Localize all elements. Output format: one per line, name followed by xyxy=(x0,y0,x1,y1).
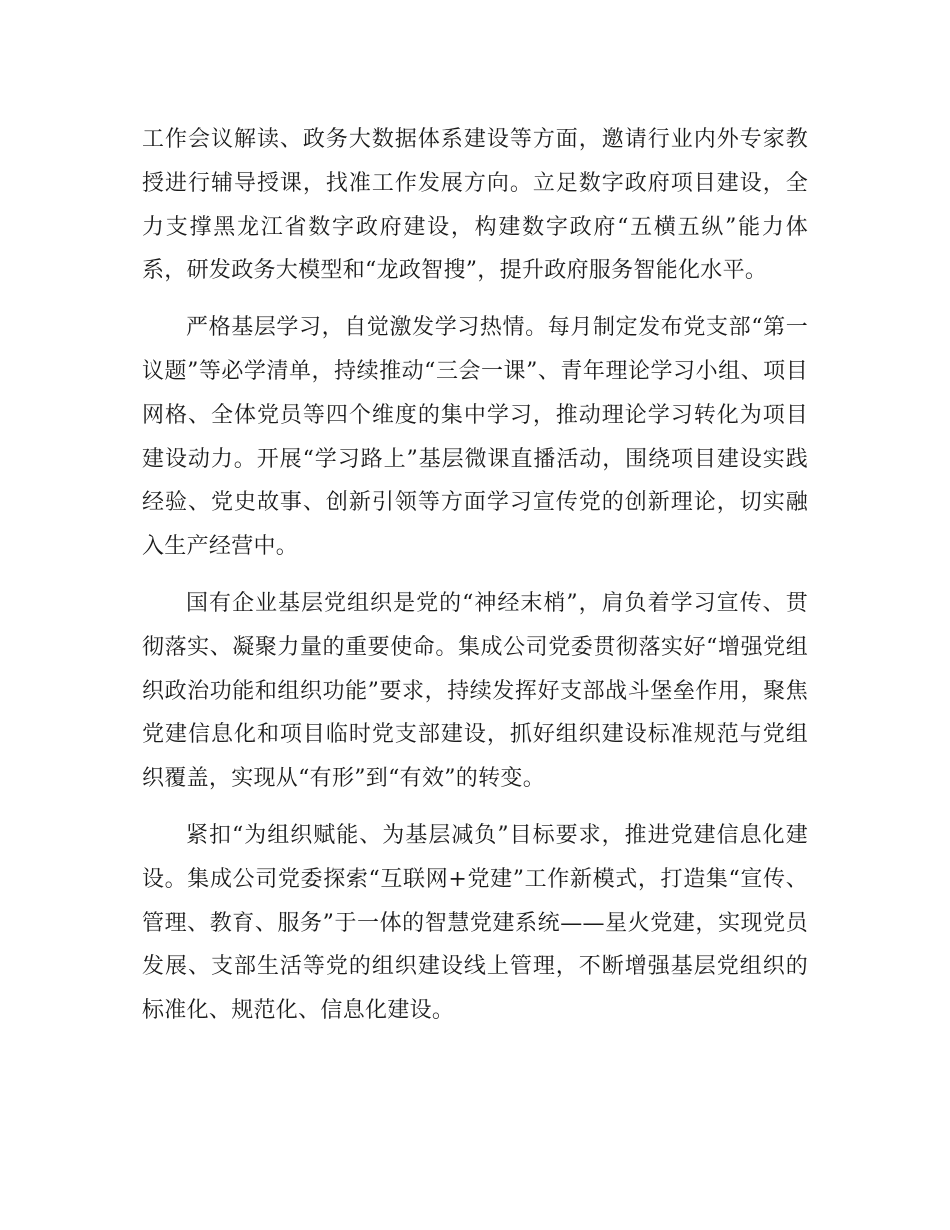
paragraph-informatization: 紧扣“为组织赋能、为基层减负”目标要求，推进党建信息化建设。集成公司党委探索“互联网+党建”工作新模式，打造集“宣传、管理、教育、服务”于一体的智慧党建系统——星火党建，实现党员发展、支部生活等党的组织建设线上管理，不断增强基层党组织的标准化、规范化、信息化建设。 xyxy=(142,822,808,1024)
paragraph-continued: 工作会议解读、政务大数据体系建设等方面，邀请行业内外专家教授进行辅导授课，找准工作发展方向。立足数字政府项目建设，全力支撑黑龙江省数字政府建设，构建数字政府“五横五纵”能力体系，研发政务大模型和“龙政智搜”，提升政府服务智能化水平。 xyxy=(142,127,808,284)
paragraph-party-organization: 国有企业基层党组织是党的“神经末梢”，肩负着学习宣传、贯彻落实、凝聚力量的重要使命。集成公司党委贯彻落实好“增强党组织政治功能和组织功能”要求，持续发挥好支部战斗堡垒作用，聚焦党建信息化和项目临时党支部建设，抓好组织建设标准规范与党组织覆盖，实现从“有形”到“有效”的转变。 xyxy=(142,590,808,792)
paragraph-grassroots-study: 严格基层学习，自觉激发学习热情。每月制定发布党支部“第一议题”等必学清单，持续推动“三会一课”、青年理论学习小组、项目网格、全体党员等四个维度的集中学习，推动理论学习转化为项目建设动力。开展“学习路上”基层微课直播活动，围绕项目建设实践经验、党史故事、创新引领等方面学习宣传党的创新理论，切实融入生产经营中。 xyxy=(142,315,808,560)
document-body xyxy=(142,118,808,1046)
